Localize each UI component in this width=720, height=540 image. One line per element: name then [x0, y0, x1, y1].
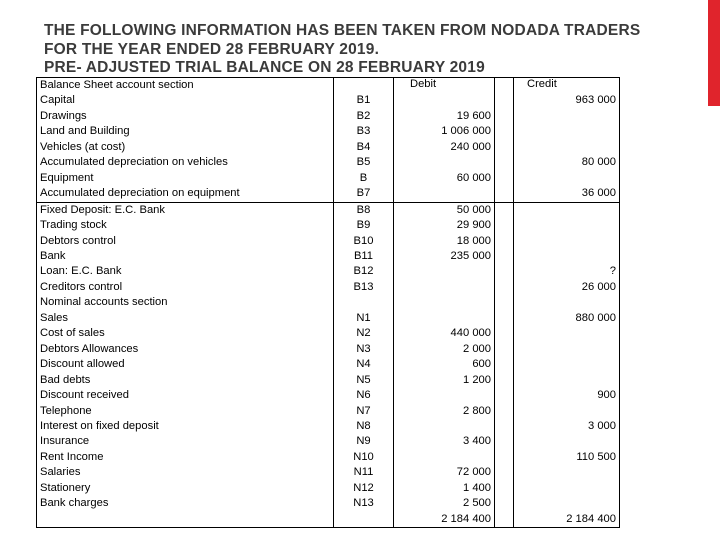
- cell-line: Drawings: [40, 109, 87, 122]
- cell-line: N8: [356, 419, 371, 432]
- cell-line: Creditors control: [40, 280, 123, 293]
- credit-cell: [514, 202, 620, 528]
- cell-line: 1 006 000: [441, 125, 491, 138]
- cell-line: Capital: [40, 94, 75, 107]
- cell-line: Fixed Deposit: E.C. Bank: [40, 203, 165, 216]
- cell-line: [397, 93, 491, 108]
- cell-line: [517, 326, 616, 341]
- cell-line: Telephone: [40, 404, 92, 417]
- cell-line: ?: [609, 265, 616, 278]
- cell-line: N9: [356, 435, 371, 448]
- cell-line: 880 000: [575, 311, 616, 324]
- cell-line: [397, 311, 491, 326]
- cell-line: [337, 512, 390, 527]
- red-accent-bar: [708, 0, 720, 106]
- cell-line: Equipment: [40, 171, 94, 184]
- cell-line: Debtors Allowances: [40, 342, 139, 355]
- cell-line: 3 400: [463, 435, 491, 448]
- cell-line: B1: [356, 94, 371, 107]
- names-cell: [37, 78, 334, 203]
- cell-line: N12: [353, 481, 374, 494]
- cell-line: Salaries: [40, 466, 81, 479]
- cell-line: N2: [356, 327, 371, 340]
- cell-line: 2 800: [463, 404, 491, 417]
- cell-line: [397, 388, 491, 403]
- cell-line: B2: [356, 109, 371, 122]
- trial-balance-table: [36, 77, 620, 528]
- cell-line: Interest on fixed deposit: [40, 419, 159, 432]
- title-line-3: PRE- ADJUSTED TRIAL BALANCE ON 28 FEBRUARY 2019: [44, 59, 485, 76]
- cell-line: 900: [597, 389, 616, 402]
- cell-line: B: [359, 171, 368, 184]
- cell-line: Stationery: [40, 481, 91, 494]
- cell-line: 19 600: [456, 109, 491, 122]
- cell-line: B10: [353, 234, 374, 247]
- table-block-accounts: [37, 202, 620, 528]
- debit-cell: [394, 78, 495, 203]
- cell-line: B8: [356, 203, 371, 216]
- credit-header: Credit: [527, 78, 557, 90]
- cell-line: 240 000: [450, 140, 491, 153]
- cell-line: [397, 295, 491, 310]
- cell-line: [40, 512, 330, 527]
- cell-line: Insurance: [40, 435, 90, 448]
- cell-line: [517, 203, 616, 218]
- gap-cell: [495, 202, 514, 528]
- title-line-2: FOR THE YEAR ENDED 28 FEBRUARY 2019.: [44, 40, 380, 58]
- cell-line: [337, 78, 390, 93]
- cell-line: 2 000: [463, 342, 491, 355]
- debit-cell: [394, 202, 495, 528]
- cell-line: [517, 140, 616, 155]
- cell-line: [517, 124, 616, 139]
- cell-line: 26 000: [581, 280, 616, 293]
- cell-line: 600: [472, 358, 491, 371]
- cell-line: [517, 496, 616, 511]
- cell-line: 18 000: [456, 234, 491, 247]
- cell-line: [517, 481, 616, 496]
- cell-line: 3 000: [588, 419, 616, 432]
- page-title: [44, 22, 704, 78]
- table-block-balance-sheet: [37, 78, 620, 203]
- cell-line: N10: [353, 450, 374, 463]
- cell-line: [337, 295, 390, 310]
- cell-line: [397, 419, 491, 434]
- title-line-1: THE FOLLOWING INFORMATION HAS BEEN TAKEN FROM NODADA TRADERS: [44, 22, 641, 39]
- cell-line: B9: [356, 219, 371, 232]
- cell-line: 80 000: [581, 156, 616, 169]
- cell-line: B13: [353, 280, 374, 293]
- cell-line: Land and Building: [40, 125, 130, 138]
- cell-line: [517, 109, 616, 124]
- cell-line: Trading stock: [40, 219, 107, 232]
- cell-line: N13: [353, 497, 374, 510]
- cell-line: [517, 404, 616, 419]
- gap-cell: [495, 78, 514, 203]
- cell-line: Rent Income: [40, 450, 104, 463]
- cell-line: [517, 234, 616, 249]
- names-cell: [37, 202, 334, 528]
- cell-line: B11: [353, 249, 374, 262]
- cell-line: N11: [353, 466, 374, 479]
- cell-line: 50 000: [456, 203, 491, 216]
- cell-line: Sales: [40, 311, 68, 324]
- credit-cell: [514, 78, 620, 203]
- cell-line: [517, 171, 616, 186]
- cell-line: Loan: E.C. Bank: [40, 265, 122, 278]
- cell-line: 36 000: [581, 187, 616, 200]
- cell-line: 72 000: [456, 466, 491, 479]
- cell-line: Vehicles (at cost): [40, 140, 126, 153]
- debit-header: Debit: [410, 78, 437, 90]
- refs-cell: [334, 78, 394, 203]
- cell-line: Bad debts: [40, 373, 91, 386]
- cell-line: B3: [356, 125, 371, 138]
- cell-line: Cost of sales: [40, 327, 105, 340]
- cell-line: B7: [356, 187, 371, 200]
- cell-line: [517, 342, 616, 357]
- cell-line: N5: [356, 373, 371, 386]
- cell-line: Accumulated depreciation on vehicles: [40, 156, 228, 169]
- cell-line: [517, 434, 616, 449]
- cell-line: [397, 186, 491, 201]
- cell-line: [517, 295, 616, 310]
- cell-line: [517, 357, 616, 372]
- cell-line: N3: [356, 342, 371, 355]
- cell-line: B4: [356, 140, 371, 153]
- cell-line: Discount received: [40, 389, 129, 402]
- refs-cell: [334, 202, 394, 528]
- cell-line: [397, 155, 491, 170]
- cell-line: 2 500: [463, 497, 491, 510]
- cell-line: B12: [353, 265, 374, 278]
- cell-line: N1: [356, 311, 371, 324]
- cell-line: 235 000: [450, 249, 491, 262]
- cell-line: Nominal accounts section: [40, 296, 168, 309]
- cell-line: Debtors control: [40, 234, 116, 247]
- cell-line: [397, 280, 491, 295]
- cell-line: 29 900: [456, 219, 491, 232]
- cell-line: Accumulated depreciation on equipment: [40, 187, 240, 200]
- cell-line: 963 000: [575, 94, 616, 107]
- cell-line: [517, 218, 616, 233]
- cell-line: N7: [356, 404, 371, 417]
- cell-line: Discount allowed: [40, 358, 125, 371]
- cell-line: 60 000: [456, 171, 491, 184]
- cell-line: 2 184 400: [566, 512, 616, 525]
- cell-line: N6: [356, 389, 371, 402]
- cell-line: [397, 264, 491, 279]
- cell-line: Bank charges: [40, 497, 109, 510]
- cell-line: [517, 249, 616, 264]
- cell-line: [397, 450, 491, 465]
- cell-line: 1 400: [463, 481, 491, 494]
- cell-line: [517, 465, 616, 480]
- cell-line: Bank: [40, 249, 66, 262]
- cell-line: 440 000: [450, 327, 491, 340]
- cell-line: N4: [356, 358, 371, 371]
- cell-line: 1 200: [463, 373, 491, 386]
- cell-line: B5: [356, 156, 371, 169]
- cell-line: [517, 373, 616, 388]
- cell-line: Balance Sheet account section: [40, 79, 194, 91]
- cell-line: 110 500: [576, 450, 616, 463]
- cell-line: 2 184 400: [441, 512, 491, 525]
